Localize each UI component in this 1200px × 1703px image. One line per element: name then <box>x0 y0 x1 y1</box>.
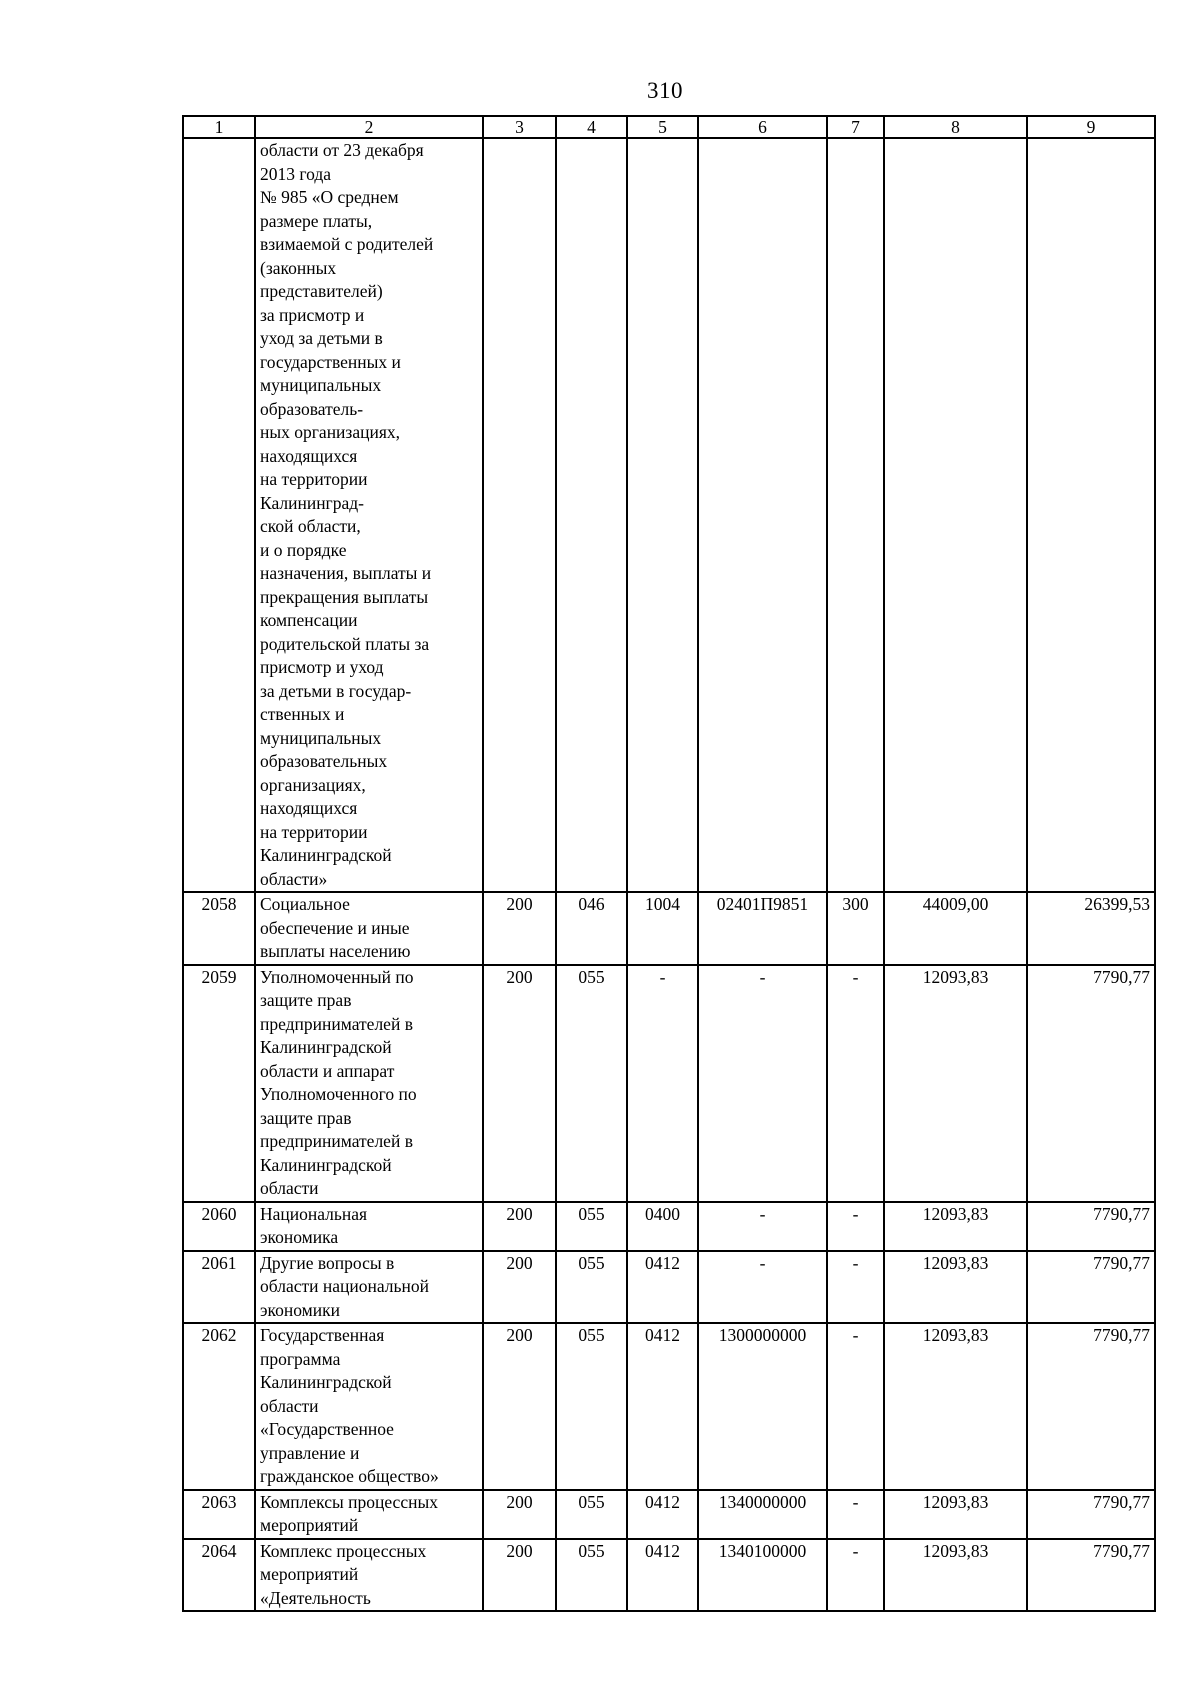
row-number-cell: 2058 <box>183 892 255 965</box>
item-name-line: государственных и <box>260 351 401 372</box>
code-cell-7: - <box>827 1490 884 1539</box>
code-cell-4: 046 <box>556 892 627 965</box>
column-header: 8 <box>884 116 1027 138</box>
item-name-line: мероприятий <box>260 1515 359 1535</box>
row-number-cell: 2060 <box>183 1202 255 1251</box>
item-name-line: Другие вопросы в <box>260 1252 395 1273</box>
code-cell-5: 0412 <box>627 1490 698 1539</box>
column-number-row <box>183 116 1155 138</box>
amount-cell-9: 7790,77 <box>1027 1202 1155 1251</box>
code-cell-3: 200 <box>483 1251 556 1324</box>
item-name-line: области национальной <box>260 1276 429 1296</box>
code-cell-6: - <box>698 965 827 1202</box>
item-name-line: области» <box>260 868 328 889</box>
item-name-line: муниципальных <box>260 375 382 395</box>
item-name-cell <box>255 965 483 1202</box>
amount-cell-8 <box>884 138 1027 892</box>
item-name-line: Социальное <box>260 894 350 914</box>
item-name-line: № 985 «О среднем <box>260 187 399 207</box>
item-name-line: находящихся <box>260 798 358 818</box>
code-cell-3: 200 <box>483 1539 556 1612</box>
amount-cell-8: 12093,83 <box>884 1323 1027 1490</box>
code-cell-3: 200 <box>483 965 556 1202</box>
item-name-cell <box>255 1490 483 1539</box>
amount-cell-8: 44009,00 <box>884 892 1027 965</box>
code-cell-6: 02401П9851 <box>698 892 827 965</box>
item-name-line: организациях, <box>260 774 366 795</box>
item-name-line: уход за детьми в <box>260 328 383 348</box>
item-name-line: за детьми в государ- <box>260 680 412 701</box>
item-name-cell <box>255 1251 483 1324</box>
item-name-line: обеспечение и иные <box>260 917 410 938</box>
item-name-line: предпринимателей в <box>260 1013 413 1034</box>
code-cell-6 <box>698 138 827 892</box>
item-name-line: Калининградской <box>260 1372 392 1392</box>
code-cell-4: 055 <box>556 1202 627 1251</box>
item-name-cell <box>255 138 483 892</box>
item-name-line: образовательных <box>260 751 388 771</box>
amount-cell-9: 7790,77 <box>1027 1539 1155 1612</box>
item-name-line: размере платы, <box>260 210 373 231</box>
code-cell-3: 200 <box>483 1202 556 1251</box>
column-header: 5 <box>627 116 698 138</box>
item-name-line: Калининградской <box>260 1037 392 1057</box>
item-name-line: 2013 года <box>260 163 332 184</box>
code-cell-5: 1004 <box>627 892 698 965</box>
item-name-line: гражданское общество» <box>260 1466 439 1486</box>
code-cell-4: 055 <box>556 1323 627 1490</box>
amount-cell-9: 7790,77 <box>1027 1251 1155 1324</box>
item-name-line: ственных и <box>260 704 345 724</box>
table-row <box>183 138 1155 892</box>
code-cell-4: 055 <box>556 965 627 1202</box>
amount-cell-9: 26399,53 <box>1027 892 1155 965</box>
column-header: 6 <box>698 116 827 138</box>
row-number-cell: 2062 <box>183 1323 255 1490</box>
amount-cell-8: 12093,83 <box>884 1539 1027 1612</box>
code-cell-4 <box>556 138 627 892</box>
item-name-line: Комплекс процессных <box>260 1540 427 1561</box>
column-header: 2 <box>255 116 483 138</box>
item-name-line: (законных <box>260 257 337 278</box>
item-name-line: за присмотр и <box>260 304 365 325</box>
code-cell-7: 300 <box>827 892 884 965</box>
code-cell-5: 0400 <box>627 1202 698 1251</box>
code-cell-6: 1340100000 <box>698 1539 827 1612</box>
item-name-cell <box>255 1202 483 1251</box>
code-cell-4: 055 <box>556 1539 627 1612</box>
amount-cell-8: 12093,83 <box>884 965 1027 1202</box>
item-name-line: образователь- <box>260 398 364 419</box>
item-name-line: муниципальных <box>260 727 382 748</box>
column-header: 3 <box>483 116 556 138</box>
item-name-line: Уполномоченный по <box>260 966 414 987</box>
item-name-line: Калининградской <box>260 1154 392 1175</box>
item-name-line: и о порядке <box>260 539 347 560</box>
item-name-line: предпринимателей в <box>260 1131 413 1151</box>
row-number-cell <box>183 138 255 892</box>
code-cell-5: 0412 <box>627 1539 698 1612</box>
item-name-line: взимаемой с родителей <box>260 234 434 254</box>
item-name-cell <box>255 1323 483 1490</box>
amount-cell-9 <box>1027 138 1155 892</box>
item-name-line: присмотр и уход <box>260 657 384 677</box>
code-cell-6: - <box>698 1202 827 1251</box>
item-name-line: представителей) <box>260 281 383 301</box>
item-name-line: области и аппарат <box>260 1060 395 1081</box>
code-cell-4: 055 <box>556 1490 627 1539</box>
column-header: 9 <box>1027 116 1155 138</box>
code-cell-6: 1340000000 <box>698 1490 827 1539</box>
item-name-line: назначения, выплаты и <box>260 563 432 583</box>
code-cell-7: - <box>827 965 884 1202</box>
item-name-line: «Деятельность <box>260 1587 371 1608</box>
code-cell-5: - <box>627 965 698 1202</box>
row-number-cell: 2063 <box>183 1490 255 1539</box>
item-name-line: выплаты населению <box>260 941 411 961</box>
item-name-line: находящихся <box>260 445 358 466</box>
item-name-line: экономика <box>260 1227 339 1247</box>
table-row <box>183 965 1155 1202</box>
item-name-line: области от 23 декабря <box>260 140 424 160</box>
table-row <box>183 1202 1155 1251</box>
budget-table <box>182 115 1156 1612</box>
table-row <box>183 1323 1155 1490</box>
code-cell-6: - <box>698 1251 827 1324</box>
item-name-cell <box>255 892 483 965</box>
item-name-line: области <box>260 1395 319 1416</box>
code-cell-7 <box>827 138 884 892</box>
item-name-line: защите прав <box>260 990 352 1010</box>
item-name-line: защите прав <box>260 1107 352 1128</box>
code-cell-6: 1300000000 <box>698 1323 827 1490</box>
code-cell-7: - <box>827 1202 884 1251</box>
item-name-line: управление и <box>260 1442 360 1463</box>
table-row <box>183 1490 1155 1539</box>
column-header: 7 <box>827 116 884 138</box>
code-cell-5: 0412 <box>627 1323 698 1490</box>
item-name-line: Государственная <box>260 1325 385 1345</box>
item-name-line: компенсации <box>260 610 358 630</box>
table-row <box>183 1539 1155 1612</box>
item-name-line: Комплексы процессных <box>260 1491 438 1512</box>
code-cell-7: - <box>827 1539 884 1612</box>
item-name-line: на территории <box>260 469 368 489</box>
item-name-line: Уполномоченного по <box>260 1084 417 1104</box>
code-cell-7: - <box>827 1251 884 1324</box>
item-name-line: ных организациях, <box>260 422 401 442</box>
item-name-line: Калининградской <box>260 845 392 865</box>
amount-cell-8: 12093,83 <box>884 1490 1027 1539</box>
row-number-cell: 2059 <box>183 965 255 1202</box>
item-name-line: на территории <box>260 821 368 842</box>
page-number: 310 <box>647 78 683 103</box>
code-cell-3: 200 <box>483 892 556 965</box>
item-name-line: Калининград- <box>260 492 364 513</box>
row-number-cell: 2064 <box>183 1539 255 1612</box>
item-name-line: Национальная <box>260 1203 368 1224</box>
code-cell-7: - <box>827 1323 884 1490</box>
code-cell-4: 055 <box>556 1251 627 1324</box>
table-body <box>183 138 1155 1611</box>
item-name-line: ской области, <box>260 516 361 536</box>
code-cell-5 <box>627 138 698 892</box>
code-cell-3: 200 <box>483 1323 556 1490</box>
item-name-line: «Государственное <box>260 1419 394 1439</box>
code-cell-3: 200 <box>483 1490 556 1539</box>
table-row <box>183 1251 1155 1324</box>
item-name-line: прекращения выплаты <box>260 586 429 607</box>
item-name-line: экономики <box>260 1299 340 1320</box>
code-cell-3 <box>483 138 556 892</box>
amount-cell-9: 7790,77 <box>1027 965 1155 1202</box>
item-name-cell <box>255 1539 483 1612</box>
column-header: 1 <box>183 116 255 138</box>
item-name-line: области <box>260 1178 319 1198</box>
table-row <box>183 892 1155 965</box>
item-name-line: программа <box>260 1348 341 1369</box>
code-cell-5: 0412 <box>627 1251 698 1324</box>
column-header: 4 <box>556 116 627 138</box>
item-name-line: мероприятий <box>260 1564 359 1584</box>
item-name-line: родительской платы за <box>260 633 430 654</box>
amount-cell-9: 7790,77 <box>1027 1490 1155 1539</box>
amount-cell-9: 7790,77 <box>1027 1323 1155 1490</box>
amount-cell-8: 12093,83 <box>884 1202 1027 1251</box>
amount-cell-8: 12093,83 <box>884 1251 1027 1324</box>
row-number-cell: 2061 <box>183 1251 255 1324</box>
